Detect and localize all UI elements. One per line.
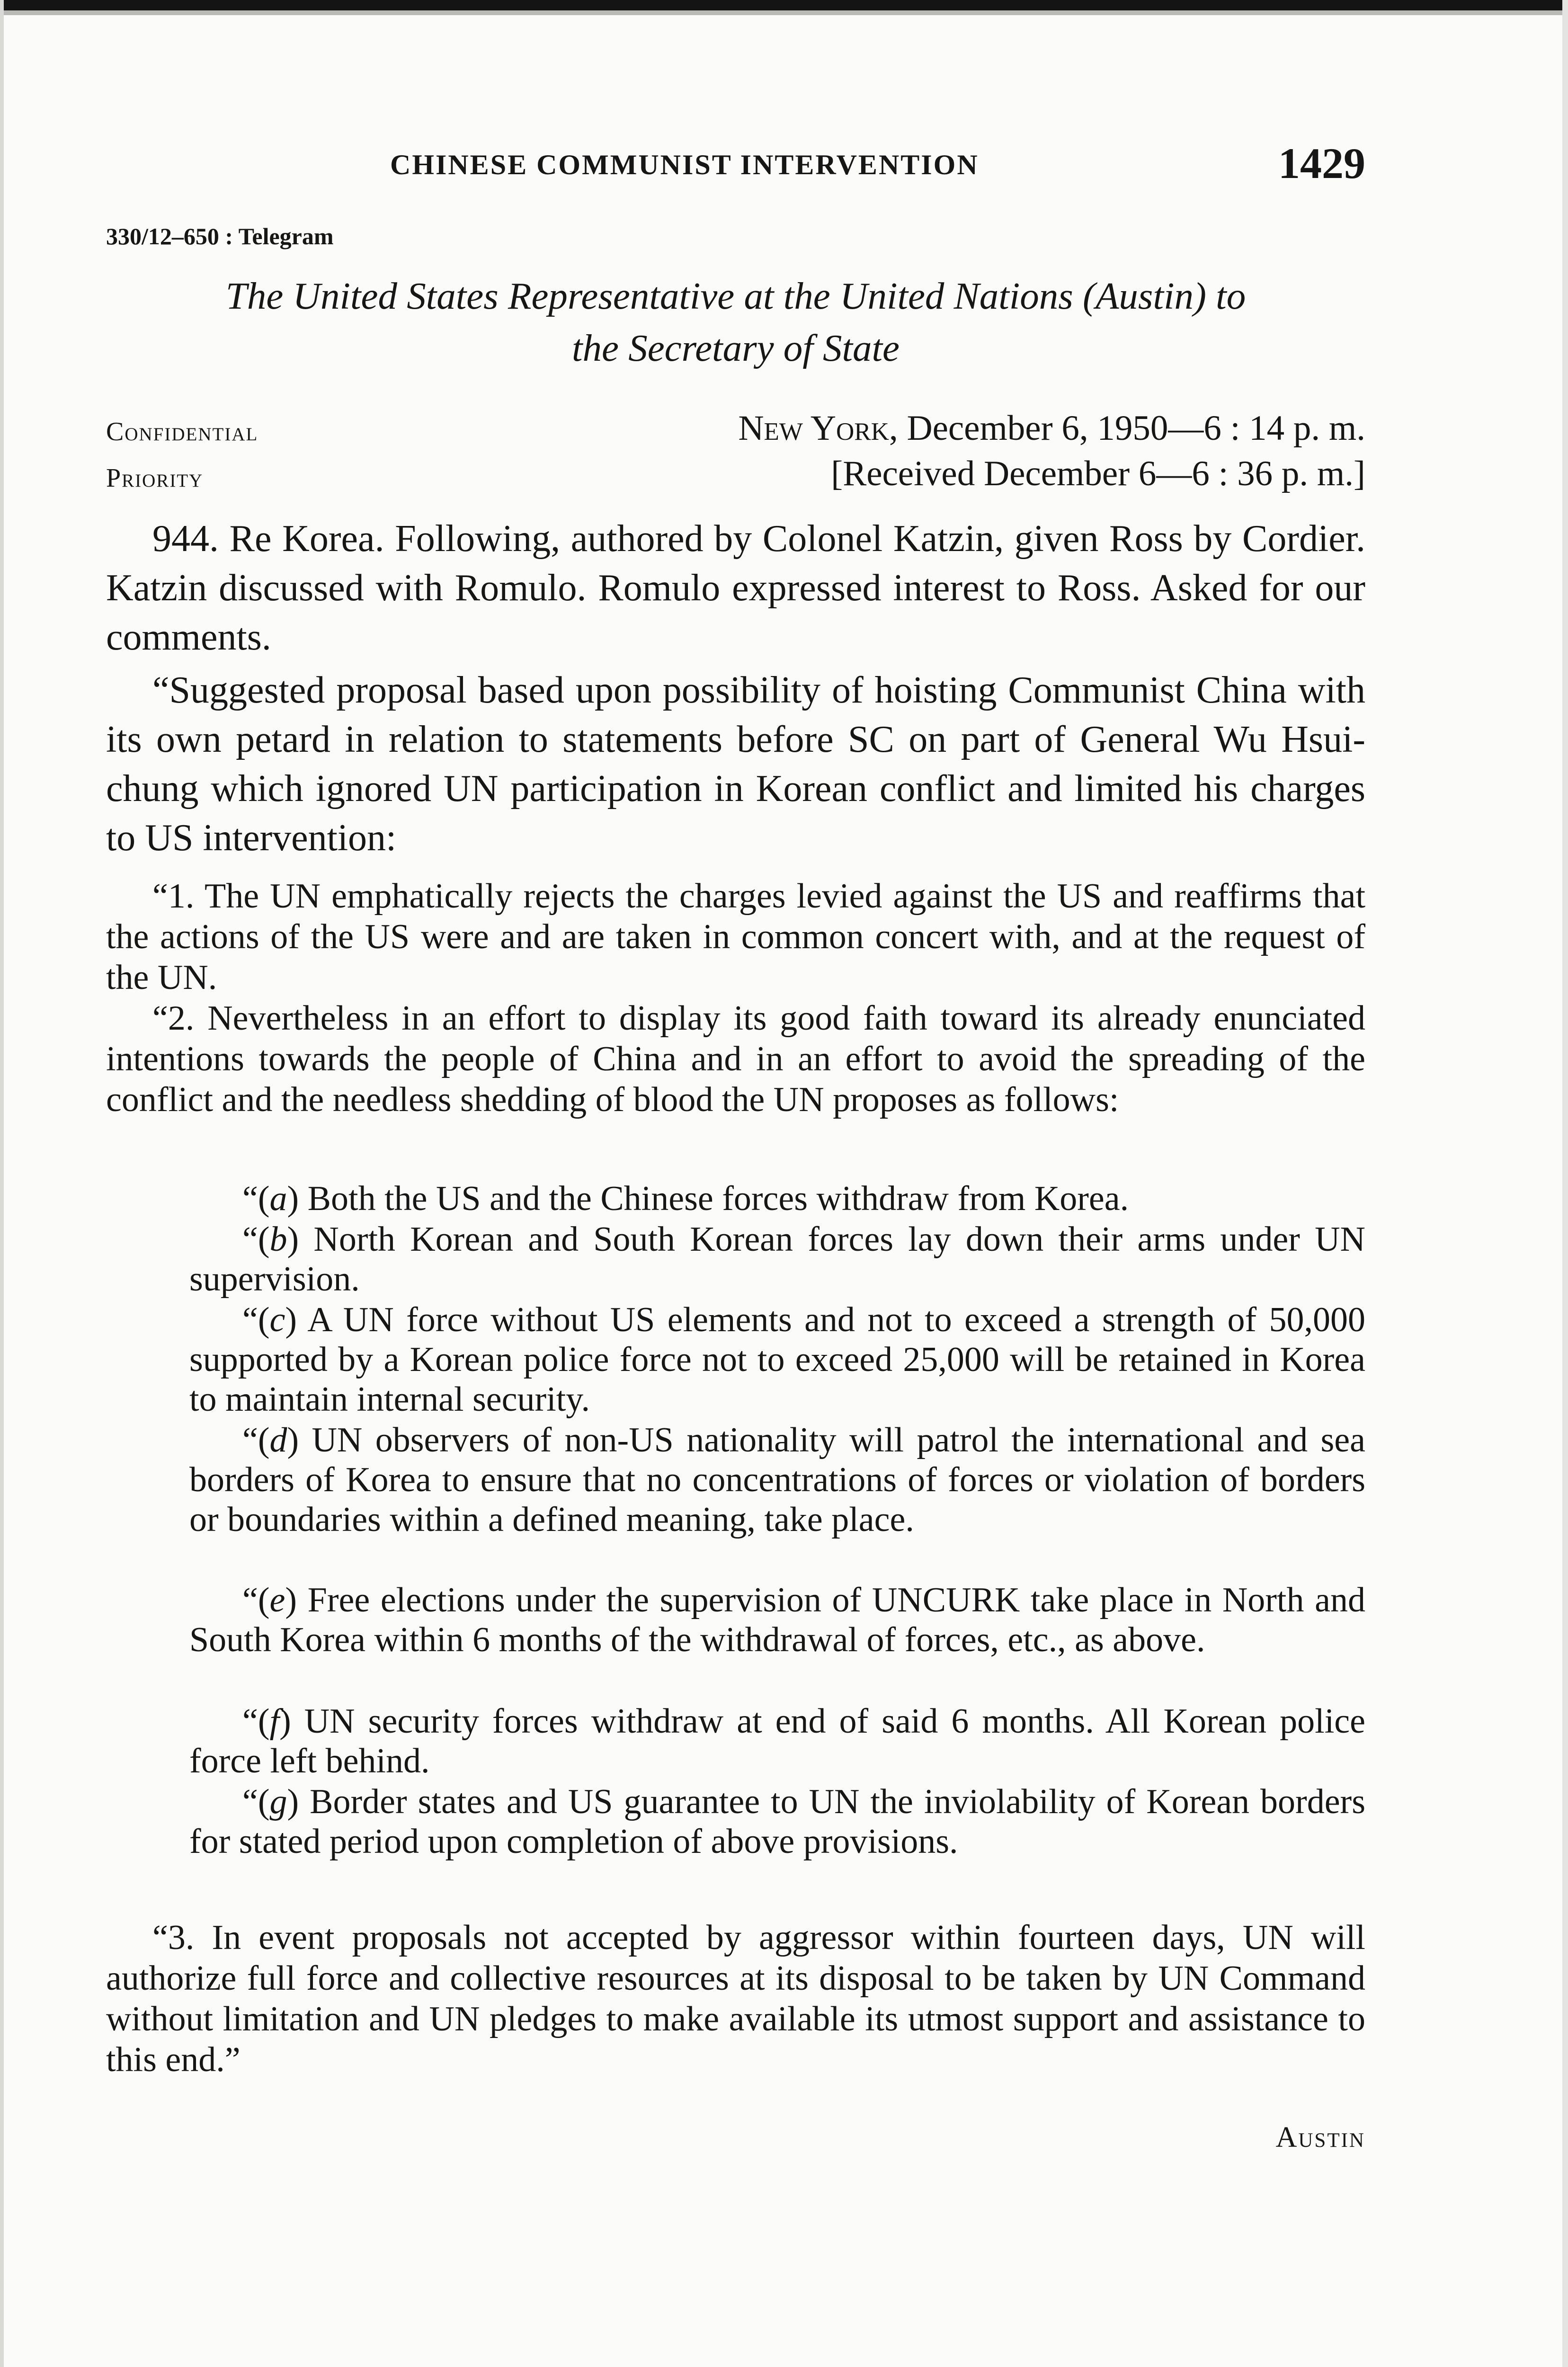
dateline-sent-time: , December 6, 1950—6 : 14 p. m. bbox=[889, 409, 1365, 448]
subpoint-f-quote: “( bbox=[242, 1702, 270, 1741]
classification-confidential: Confidential bbox=[106, 417, 258, 446]
subpoint-b-paren: ) bbox=[287, 1220, 299, 1259]
dateline-place: New York bbox=[738, 409, 889, 448]
point-2: “2. Nevertheless in an effort to display its good faith toward its already enunciated intentions towards the people of China and in an effort to avoid the spreading of the conflict and the needless shedding of blood the UN proposes as follows: bbox=[106, 999, 1365, 1119]
subpoint-g-quote: “( bbox=[242, 1782, 270, 1821]
subpoint-c-letter: c bbox=[269, 1300, 285, 1339]
scan-right-edge bbox=[1562, 0, 1568, 2367]
running-head-title: CHINESE COMMUNIST INTERVENTION bbox=[390, 149, 979, 180]
subpoint-g bbox=[189, 1782, 1365, 1861]
subpoint-b-quote: “( bbox=[242, 1220, 270, 1259]
subpoint-a bbox=[189, 1179, 1365, 1219]
subpoint-d-quote: “( bbox=[242, 1421, 270, 1459]
subpoint-d bbox=[189, 1420, 1365, 1539]
subpoint-a-text: Both the US and the Chinese forces withdraw from Korea. bbox=[299, 1179, 1129, 1218]
subpoint-b-text: North Korean and South Korean forces lay down their arms under UN supervision. bbox=[189, 1220, 1365, 1299]
subpoint-d-paren: ) bbox=[287, 1421, 299, 1459]
subpoint-c-paren: ) bbox=[285, 1300, 297, 1339]
file-reference: 330/12–650 : Telegram bbox=[106, 223, 334, 249]
subpoint-b-letter: b bbox=[269, 1220, 287, 1259]
subpoint-e-text: Free elections under the supervision of UNCURK take place in North and South Korea within 6 months of the withdrawal of forces, etc., as above. bbox=[189, 1581, 1365, 1659]
document-heading bbox=[106, 270, 1365, 374]
subpoint-b bbox=[189, 1219, 1365, 1299]
subpoint-e-letter: e bbox=[269, 1581, 285, 1620]
heading-line-2: the Secretary of State bbox=[571, 327, 900, 369]
heading-line-1: The United States Representative at the United Nations (Austin) to bbox=[225, 275, 1246, 317]
subpoint-a-paren: ) bbox=[287, 1179, 299, 1218]
paragraph-intro: 944. Re Korea. Following, authored by Colonel Katzin, given Ross by Cordier. Katzin discussed with Romulo. Romulo expressed interest to Ross. Asked for our comments. bbox=[106, 518, 1365, 658]
subpoint-f bbox=[189, 1701, 1365, 1781]
dateline-received: [Received December 6—6 : 36 p. m.] bbox=[831, 454, 1365, 493]
subpoint-a-quote: “( bbox=[242, 1179, 270, 1218]
dateline-sent bbox=[738, 408, 1365, 449]
subpoint-f-letter: f bbox=[269, 1702, 280, 1741]
point-3: “3. In event proposals not accepted by aggressor within fourteen days, UN will authorize full force and collective resources at its disposal to be taken by UN Command without limitation and UN pledges to make available its utmost support and assistance to this end.” bbox=[106, 1918, 1365, 2079]
subpoint-a-letter: a bbox=[269, 1179, 287, 1218]
scan-left-edge bbox=[0, 0, 4, 2367]
subpoint-c-quote: “( bbox=[242, 1300, 270, 1339]
classification-priority: Priority bbox=[106, 463, 204, 493]
subpoint-c-text: A UN force without US elements and not to exceed a strength of 50,000 supported by a Korean police force not to exceed 25,000 will be retained in Korea to maintain internal security. bbox=[189, 1300, 1365, 1419]
subpoint-f-paren: ) bbox=[279, 1702, 291, 1741]
point-1: “1. The UN emphatically rejects the charges levied against the US and reaffirms that the actions of the US were and are taken in common concert with, and at the request of the UN. bbox=[106, 877, 1365, 997]
subpoint-c bbox=[189, 1300, 1365, 1419]
signature: Austin bbox=[1275, 2121, 1365, 2153]
subpoint-d-letter: d bbox=[269, 1421, 287, 1459]
subpoint-e bbox=[189, 1580, 1365, 1660]
subpoint-e-quote: “( bbox=[242, 1581, 270, 1620]
subpoint-g-paren: ) bbox=[287, 1782, 299, 1821]
subpoint-f-text: UN security forces withdraw at end of said 6 months. All Korean police force left behind. bbox=[189, 1702, 1365, 1780]
running-head bbox=[106, 138, 1365, 186]
document-page bbox=[106, 0, 1365, 2367]
subpoint-g-text: Border states and US guarantee to UN the inviolability of Korean borders for stated period upon completion of above provisions. bbox=[189, 1782, 1365, 1861]
subpoint-e-paren: ) bbox=[285, 1581, 297, 1620]
subpoint-g-letter: g bbox=[269, 1782, 287, 1821]
page-number: 1429 bbox=[1278, 139, 1365, 187]
paragraph-proposal: “Suggested proposal based upon possibility of hoisting Communist China with its own petard in relation to statements before SC on part of General Wu Hsui-chung which ignored UN participation in Korean conflict and limited his charges to US intervention: bbox=[106, 669, 1365, 859]
subpoint-d-text: UN observers of non-US nationality will patrol the international and sea borders of Korea to ensure that no concentrations of forces or violation of borders or boundaries within a defined meaning, take place. bbox=[189, 1421, 1365, 1539]
